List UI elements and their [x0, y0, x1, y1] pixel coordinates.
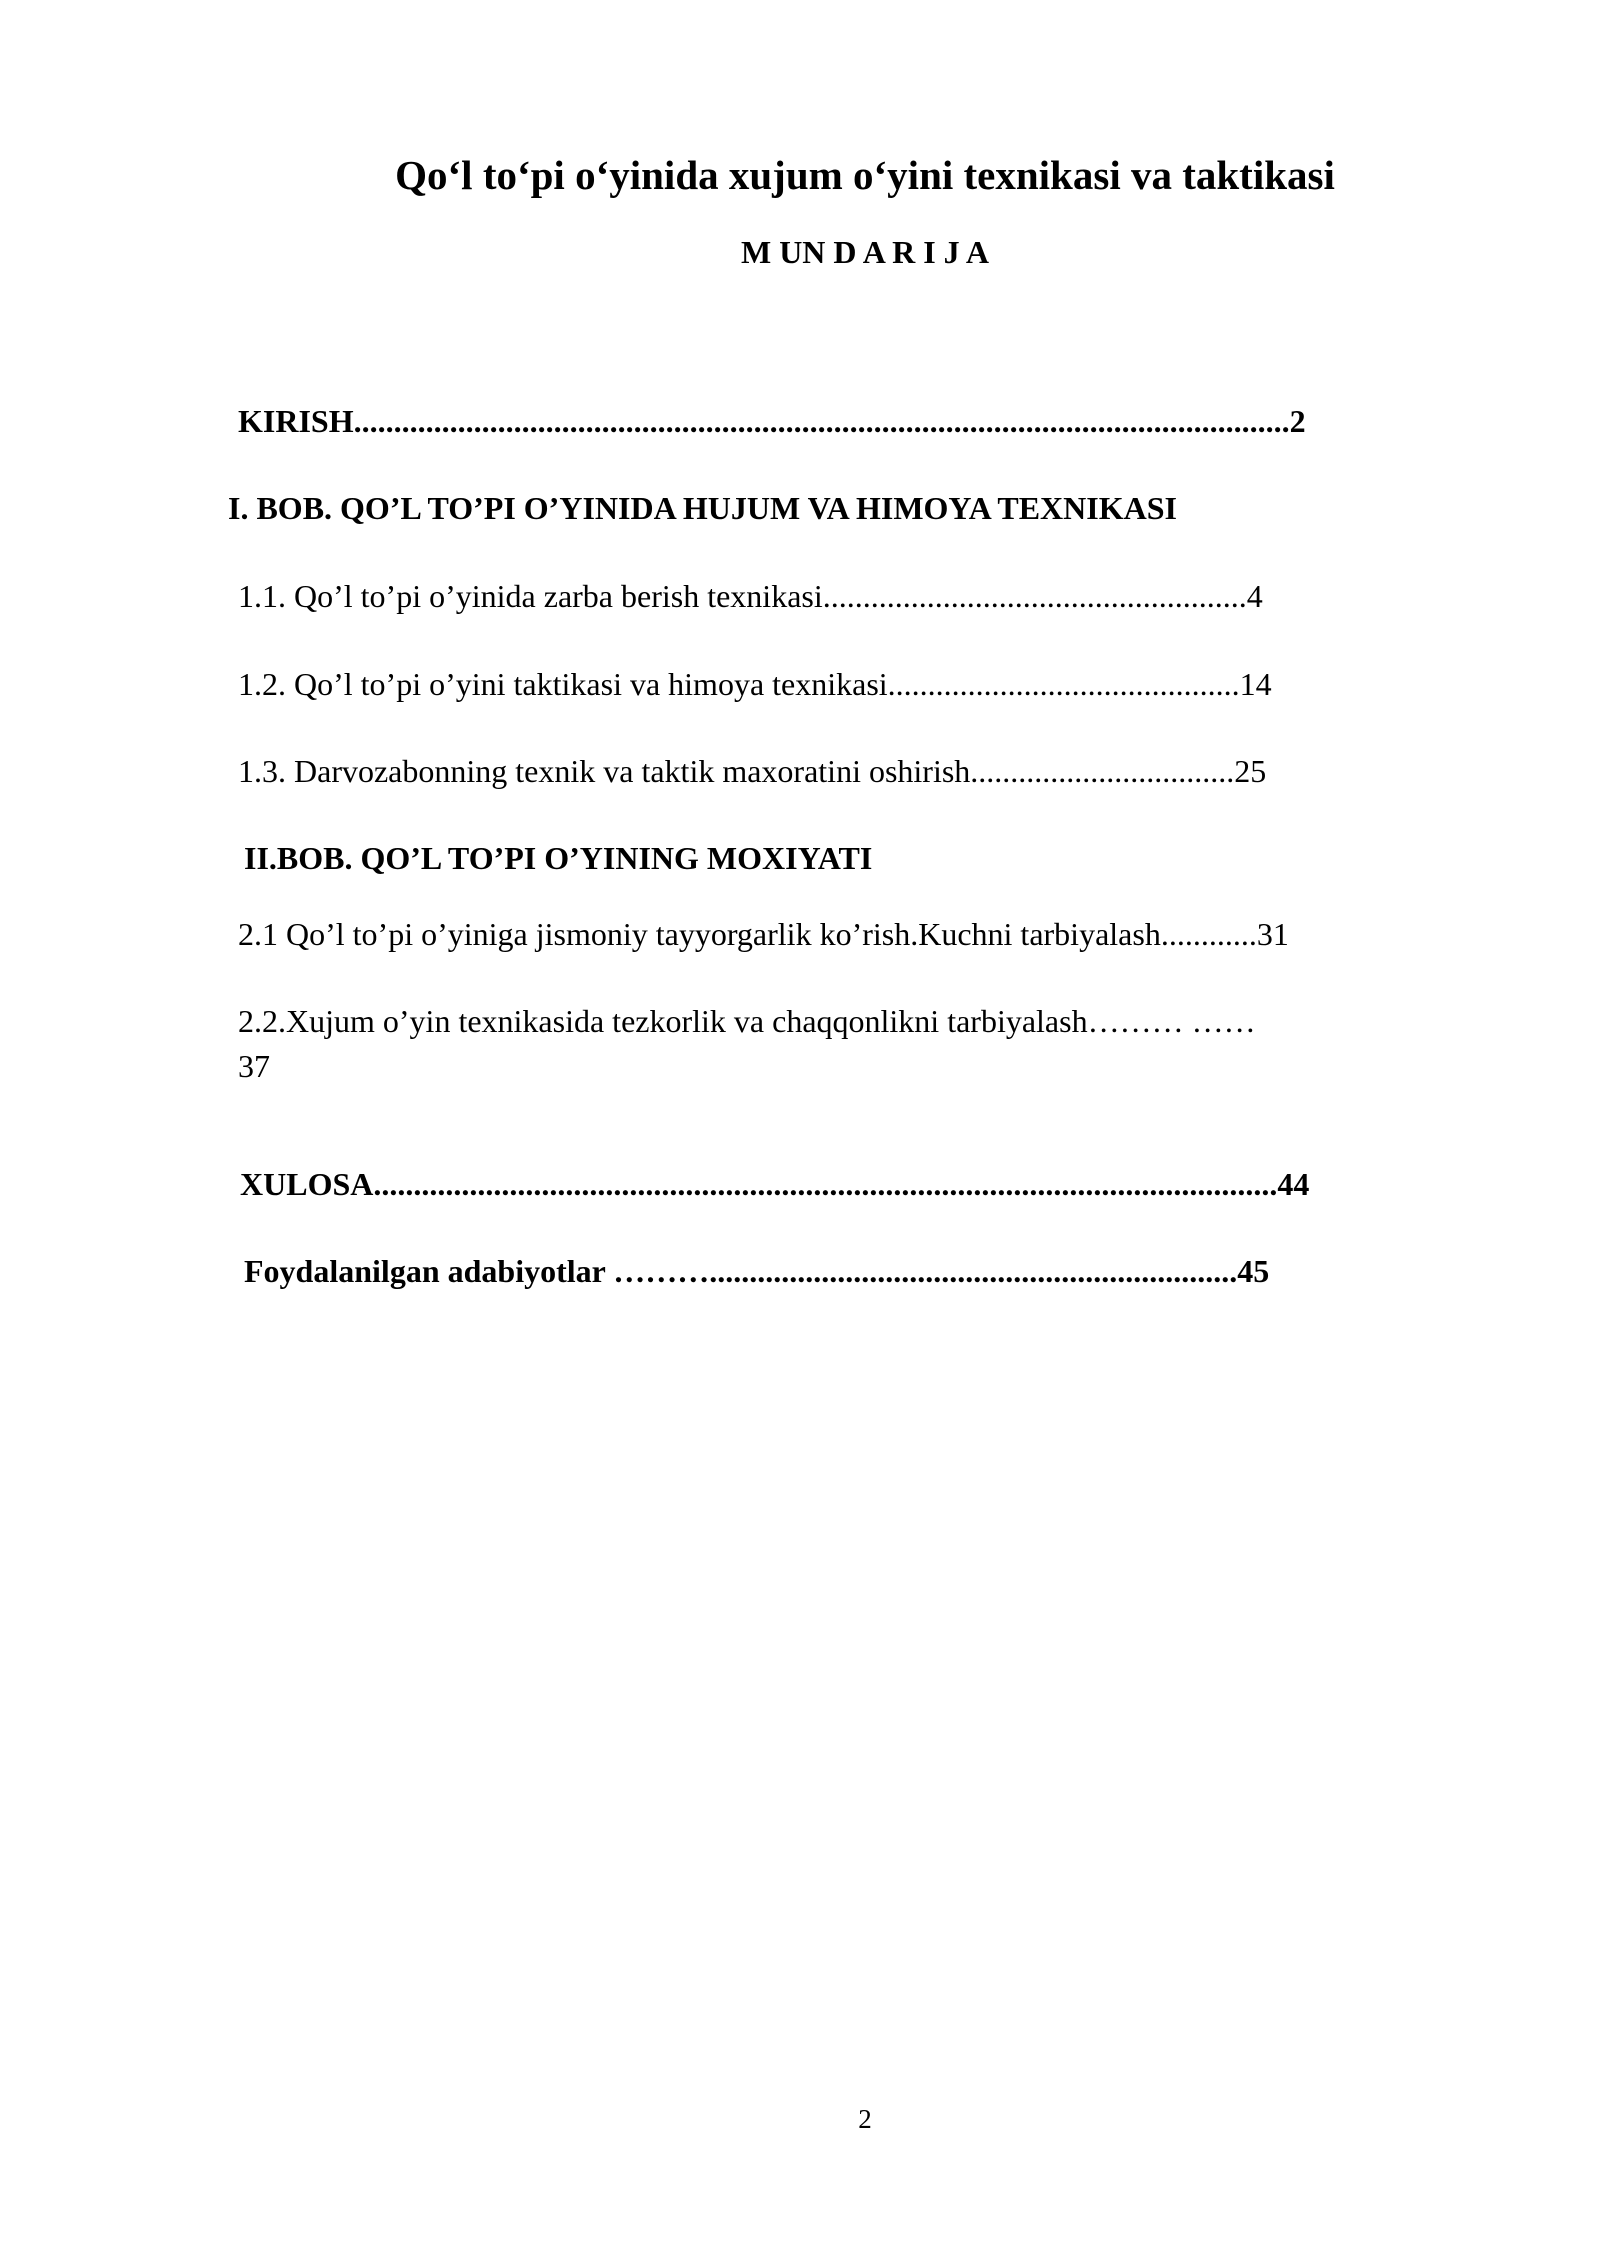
document-title: Qo‘l to‘pi o‘yinida xujum o‘yini texnikasi va taktikasi: [395, 152, 1335, 198]
toc-entry-1-2: 1.2. Qo’l to’pi o’yini taktikasi va himoya texnikasi............................................14: [238, 666, 1272, 702]
toc-entry-2-2: 2.2.Xujum o’yin texnikasida tezkorlik va chaqqonlikni tarbiyalash……… ……: [238, 1003, 1256, 1039]
toc-entry-conclusion: XULOSA.................................................................................................................44: [240, 1166, 1310, 1202]
toc-entry-references: Foydalanilgan adabiyotlar ………..................................................................45: [244, 1253, 1270, 1289]
page-number: 2: [858, 2104, 872, 2134]
toc-entry-2-1: 2.1 Qo’l to’pi o’yiniga jismoniy tayyorgarlik ko’rish.Kuchni tarbiyalash............31: [238, 916, 1289, 952]
toc-entry-2-2-page: 37: [238, 1048, 270, 1084]
toc-chapter-1: I. BOB. QO’L TO’PI O’YINIDA HUJUM VA HIMOYA TEXNIKASI: [228, 490, 1177, 526]
toc-entry-intro: KIRISH.....................................................................................................................2: [238, 403, 1306, 439]
toc-chapter-2: II.BOB. QO’L TO’PI O’YINING MOXIYATI: [244, 840, 873, 876]
table-of-contents-heading: M UN D A R I J A: [740, 234, 989, 270]
toc-entry-1-1: 1.1. Qo’l to’pi o’yinida zarba berish texnikasi.....................................................4: [238, 578, 1263, 614]
toc-entry-1-3: 1.3. Darvozabonning texnik va taktik maxoratini oshirish.................................25: [238, 753, 1267, 789]
